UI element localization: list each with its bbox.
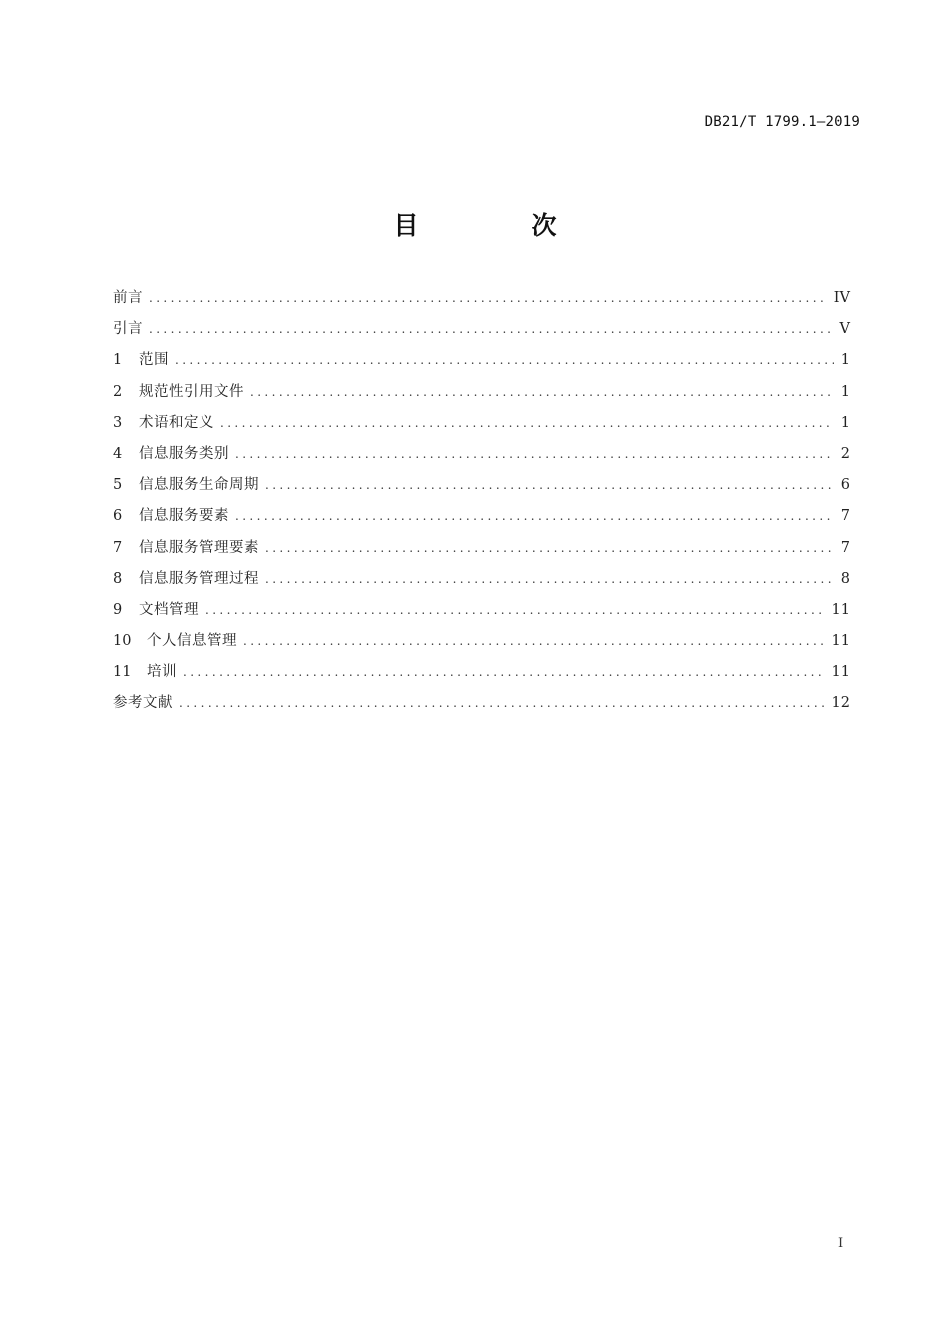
toc-entry-label: 引言 [113, 321, 143, 338]
toc-entry-page: 11 [831, 664, 850, 681]
toc-dot-leader [243, 634, 826, 648]
toc-dot-leader [183, 665, 826, 679]
toc-entry-number: 2 [113, 383, 123, 400]
toc-entry[interactable] [113, 536, 850, 567]
toc-entry-number: 10 [113, 633, 132, 650]
toc-entry-page: 11 [831, 601, 850, 618]
toc-entry-number: 6 [113, 508, 123, 525]
toc-entry[interactable] [113, 411, 850, 442]
toc-entry[interactable] [113, 629, 850, 660]
toc-entry-page: V [839, 321, 850, 338]
toc-entry[interactable] [113, 348, 850, 379]
toc-entry-number: 11 [113, 664, 132, 681]
toc-entry-page: 2 [840, 445, 850, 462]
toc-entry-number: 8 [113, 570, 123, 587]
toc-entry-page: 7 [840, 539, 850, 556]
toc-dot-leader [220, 416, 834, 430]
toc-entry-label: 信息服务管理过程 [139, 570, 259, 587]
toc-entry-number: 9 [113, 601, 123, 618]
table-of-contents [113, 286, 850, 723]
toc-entry-label: 前言 [113, 290, 143, 306]
toc-dot-leader [265, 572, 834, 586]
toc-dot-leader [235, 509, 834, 523]
toc-entry-page: 1 [840, 383, 850, 400]
toc-entry[interactable] [113, 380, 850, 411]
toc-entry-label: 信息服务要素 [139, 508, 229, 525]
toc-entry[interactable] [113, 504, 850, 535]
toc-entry[interactable] [113, 473, 850, 504]
toc-entry-number: 7 [113, 539, 123, 556]
toc-entry-page: 12 [831, 695, 850, 712]
toc-entry-number: 1 [113, 352, 123, 369]
toc-entry-number: 5 [113, 477, 123, 494]
toc-entry-page: 1 [840, 414, 850, 431]
toc-entry[interactable] [113, 317, 850, 348]
toc-entry-page: 6 [840, 477, 850, 494]
toc-dot-leader [175, 353, 834, 367]
toc-dot-leader [205, 603, 826, 617]
toc-entry[interactable] [113, 660, 850, 691]
page-title: 目 次 [393, 211, 601, 240]
toc-entry[interactable] [113, 691, 850, 722]
toc-entry-page: IV [833, 290, 850, 306]
toc-entry-page: 1 [840, 352, 850, 369]
toc-entry-label: 规范性引用文件 [139, 383, 244, 400]
toc-entry[interactable] [113, 567, 850, 598]
toc-entry-label: 信息服务管理要素 [139, 539, 259, 556]
toc-entry-label: 信息服务类别 [139, 445, 229, 462]
toc-entry-label: 范围 [139, 352, 169, 369]
toc-entry[interactable] [113, 286, 850, 317]
toc-dot-leader [250, 385, 834, 399]
toc-entry-label: 信息服务生命周期 [139, 477, 259, 494]
toc-dot-leader [149, 291, 828, 305]
toc-dot-leader [149, 322, 834, 336]
toc-entry-number: 4 [113, 445, 123, 462]
toc-dot-leader [179, 696, 826, 710]
toc-dot-leader [265, 541, 834, 555]
toc-entry-label: 培训 [147, 664, 177, 681]
toc-dot-leader [235, 447, 834, 461]
toc-entry-label: 参考文献 [113, 695, 173, 712]
page-number: I [838, 1236, 844, 1251]
toc-entry-number: 3 [113, 414, 123, 431]
toc-entry-label: 个人信息管理 [147, 633, 237, 650]
toc-entry-label: 文档管理 [139, 601, 199, 618]
standard-code: DB21/T 1799.1—2019 [704, 114, 860, 130]
toc-entry-page: 8 [840, 570, 850, 587]
toc-entry[interactable] [113, 442, 850, 473]
toc-entry[interactable] [113, 598, 850, 629]
toc-entry-page: 7 [840, 508, 850, 525]
toc-dot-leader [265, 478, 834, 492]
toc-entry-page: 11 [831, 633, 850, 650]
toc-entry-label: 术语和定义 [139, 414, 214, 431]
